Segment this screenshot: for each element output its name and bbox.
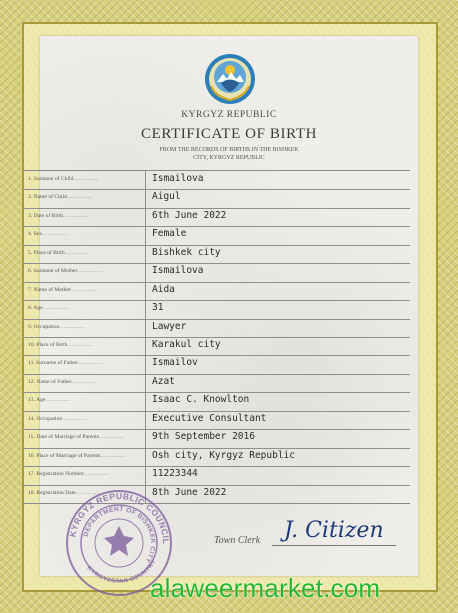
- record-row: [24, 392, 410, 411]
- record-label: 7. Name of Mother..................: [28, 286, 96, 293]
- svg-text:DEPARTMENT OF BISHKEK CITY: DEPARTMENT OF BISHKEK CITY: [82, 505, 157, 564]
- record-label: 11. Surname of Father..................: [28, 360, 103, 367]
- record-value: Lawyer: [152, 320, 187, 332]
- records-table: [24, 170, 410, 504]
- record-label: 9. Occupation..................: [28, 323, 85, 330]
- record-value: Karakul city: [152, 339, 221, 350]
- kyrgyz-emblem-icon: [203, 52, 257, 106]
- certificate-title: CERTIFICATE OF BIRTH: [140, 126, 318, 142]
- record-row: [24, 448, 410, 467]
- subtitle-line-1: FROM THE RECORDS OF BIRTHS IN THE BISHKEK: [159, 147, 299, 153]
- record-row: [24, 282, 410, 301]
- record-label: 8. Age..................: [28, 305, 68, 312]
- town-clerk-label: Town Clerk: [214, 535, 261, 546]
- record-value: 11223344: [152, 468, 198, 480]
- record-label: 13. Age..................: [28, 397, 71, 404]
- record-row: [24, 466, 410, 485]
- svg-text:KYRGYZSTAN COUNTRY: KYRGYZSTAN COUNTRY: [85, 558, 158, 585]
- record-value: 6th June 2022: [152, 209, 227, 221]
- record-value: Aigul: [152, 191, 181, 203]
- record-value: 31: [152, 302, 164, 314]
- record-label: 18. Registration Date..................: [28, 489, 101, 496]
- record-label: 10. Place of Birth..................: [28, 342, 93, 348]
- record-row: [24, 429, 410, 448]
- record-value: Bishkek city: [152, 246, 221, 258]
- record-value: Ismailov: [152, 357, 198, 369]
- record-value: Female: [152, 228, 187, 240]
- record-value: Osh city, Kyrgyz Republic: [152, 449, 295, 461]
- record-label: 17. Registration Number..................: [28, 471, 109, 478]
- record-label: 6. Surname of Mother..................: [28, 268, 103, 275]
- svg-text:KYRGYZ REPUBLIC COUNCIL: KYRGYZ REPUBLIC COUNCIL: [67, 490, 172, 545]
- record-label: 16. Place of Marriage of Parents..................: [28, 452, 126, 459]
- record-label: 3. Date of Birth..................: [28, 212, 89, 219]
- signature-line: [272, 545, 396, 546]
- record-value: Azat: [152, 375, 175, 387]
- clerk-signature: J. Citizen: [284, 518, 384, 543]
- country-heading: KYRGYZ REPUBLIC: [181, 110, 277, 120]
- record-label: 5. Place of Birth..................: [28, 249, 90, 256]
- record-row: [24, 374, 410, 393]
- watermark-text: alaweermarket.com: [150, 573, 381, 603]
- record-row: [24, 245, 410, 264]
- subtitle-line-2: CITY, KYRGYZ REPUBLIC: [193, 155, 265, 161]
- record-label: 1. Surname of Child..................: [28, 176, 99, 182]
- record-row: [24, 263, 410, 282]
- record-value: 9th September 2016: [152, 431, 255, 443]
- record-label: 2. Name of Child..................: [28, 194, 93, 201]
- record-value: Isaac C. Knowlton: [152, 394, 250, 406]
- record-value: Ismailova: [152, 265, 204, 277]
- record-label: 15. Date of Marriage of Parents..................: [28, 434, 125, 441]
- record-value: Aida: [152, 283, 175, 295]
- record-label: 4. Sex..................: [28, 231, 68, 238]
- record-label: 12. Name of Father..................: [28, 378, 97, 385]
- record-row: [24, 337, 410, 356]
- record-row: [24, 171, 410, 190]
- record-value: 8th June 2022: [152, 486, 227, 498]
- record-row: [24, 189, 410, 208]
- record-row: [24, 226, 410, 245]
- record-value: Ismailova: [152, 173, 204, 184]
- record-row: [24, 208, 410, 227]
- record-row: [24, 319, 410, 338]
- record-label: 14. Occupation..................: [28, 415, 88, 422]
- record-row: [24, 411, 410, 430]
- record-value: Executive Consultant: [152, 412, 267, 424]
- certificate-subtitle: [0, 146, 458, 162]
- record-row: [24, 300, 410, 319]
- record-row: [24, 355, 410, 374]
